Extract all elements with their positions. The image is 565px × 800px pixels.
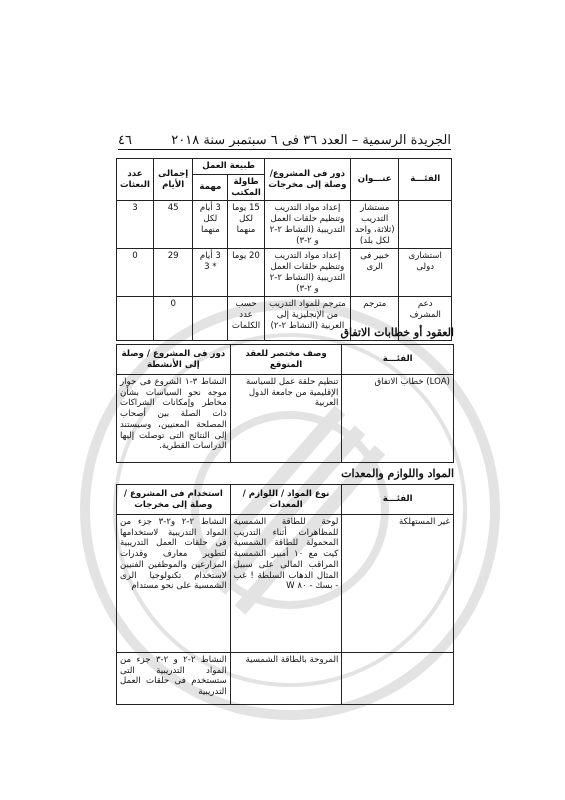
cell-category <box>342 653 454 705</box>
cell-count: 0 <box>117 249 154 297</box>
cell-category: غير المستهلكة <box>342 515 454 653</box>
contracts-heading: العقود أو خطابات الاتفاق <box>340 326 454 339</box>
table-row <box>117 201 452 249</box>
col-role: دور فى المشروع/ وصلة إلى مخرجات <box>264 159 350 201</box>
cell-use: النشاط ٢-٢ و٢-٣ جزء من المواد التدريبية لاستخدامها فى حلقات العمل التدريبية لتطوير معارف وقدرات المزارعين والموظفين الفنيين لاستخدام تكنولوجيا الرى الشمسية على نحو مستدام <box>117 515 231 653</box>
cell-role: مترجم للمواد التدريب من الإنجليزية إلى العربية (النشاط ٢-٢) <box>264 297 350 341</box>
cell-desk: 20 يوما <box>228 249 265 297</box>
cell-type: لوحة للطاقة الشمسية للمظاهرات أثناء التدريب المحمولة للطاقة الشمسية كيت مع ١٠ أمبير الشمسية المراقب المالى على سبيل المثال الدهاب السلطة ! غب - بسك - ٨٠ W <box>230 515 342 653</box>
page-header <box>118 128 451 148</box>
cell-category: دعم المشرف <box>399 297 452 341</box>
materials-table <box>116 484 454 705</box>
cell-category <box>399 201 452 249</box>
col-num-missions: عدد البعثات <box>117 159 154 201</box>
cell-title: مترجم <box>350 297 398 341</box>
cell-category: استشارى دولى <box>399 249 452 297</box>
col-category: الفئـــة <box>399 159 452 201</box>
header-title: الجريدة الرسمية – العدد ٣٦ فى ٦ سبتمبر سنة ٢٠١٨ <box>171 133 451 148</box>
col-use: استخدام فى المشروع / وصلة إلى مخرجات <box>117 485 231 515</box>
cell-summary: تنظيم حلقة عمل للسياسة الإقليمية من جامعة الدول العربية <box>230 375 342 463</box>
cell-total: 45 <box>153 201 193 249</box>
col-title: عنـــوان <box>350 159 398 201</box>
cell-role: إعداد مواد التدريب وتنظيم حلقات العمل التدريبية (النشاط ٢-٢ و ٢-٣) <box>264 201 350 249</box>
cell-mission <box>193 297 228 341</box>
cell-total: 29 <box>153 249 193 297</box>
col-category: الفئـــة <box>342 485 454 515</box>
cell-title: خبير فى الرى <box>350 249 398 297</box>
cell-title: مستشار التدريب (ثلاثة، واحد لكل بلد) <box>350 201 398 249</box>
cell-mission: 3 أيام * 3 <box>193 249 228 297</box>
cell-desk: حسب عدد الكلمات <box>228 297 265 341</box>
cell-total: 0 <box>153 297 193 341</box>
table-row <box>117 653 454 705</box>
cell-role: إعداد مواد التدريب وتنظيم حلقات العمل التدريبية (النشاط ٢-٢ و ٢-٣) <box>264 249 350 297</box>
cell-mission: 3 أيام لكل منهما <box>193 201 228 249</box>
cell-count <box>117 297 154 341</box>
col-mission: مهمة <box>193 175 228 201</box>
col-total-days: إجمالى الأيام <box>153 159 193 201</box>
cell-type: المروحة بالطاقة الشمسية <box>230 653 342 705</box>
cell-category: خطاب الاتفاق (LOA) <box>342 375 454 463</box>
col-work-nature: طبيعة العمل <box>193 159 264 175</box>
col-category: الفئـــة <box>342 345 454 375</box>
cell-use: النشاط ٢-٢ و ٢-٣ جزء من المواد التدريبية التى ستستخدم فى حلقات العمل التدريبية <box>117 653 231 705</box>
header-rule <box>118 149 451 150</box>
col-type: نوع المواد / اللوازم / المعدات <box>230 485 342 515</box>
col-role: دور فى المشروع / وصلة إلى الأنشطة <box>117 345 231 375</box>
contracts-table <box>116 344 454 463</box>
experts-table <box>116 158 452 341</box>
page-number: ٤٦ <box>118 133 132 148</box>
cell-desk: 15 يوما لكل منهما <box>228 201 265 249</box>
table-row <box>117 375 454 463</box>
col-desk: طاولة المكتب <box>228 175 265 201</box>
table-row <box>117 515 454 653</box>
table-row <box>117 249 452 297</box>
col-summary: وصف مختصر للعقد المتوقع <box>230 345 342 375</box>
cell-role: النشاط ٣-١ الشروع فى حوار موجه نحو السياسات بشأن مخاطر وإمكانات الشراكات ذات الصلة بين أصحاب المصلحة المعنيين، وسيستند إلى النتائج التى توصلت إليها الدراسات القطرية. <box>117 375 231 463</box>
materials-heading: المواد واللوازم والمعدات <box>341 467 454 480</box>
cell-count: 3 <box>117 201 154 249</box>
